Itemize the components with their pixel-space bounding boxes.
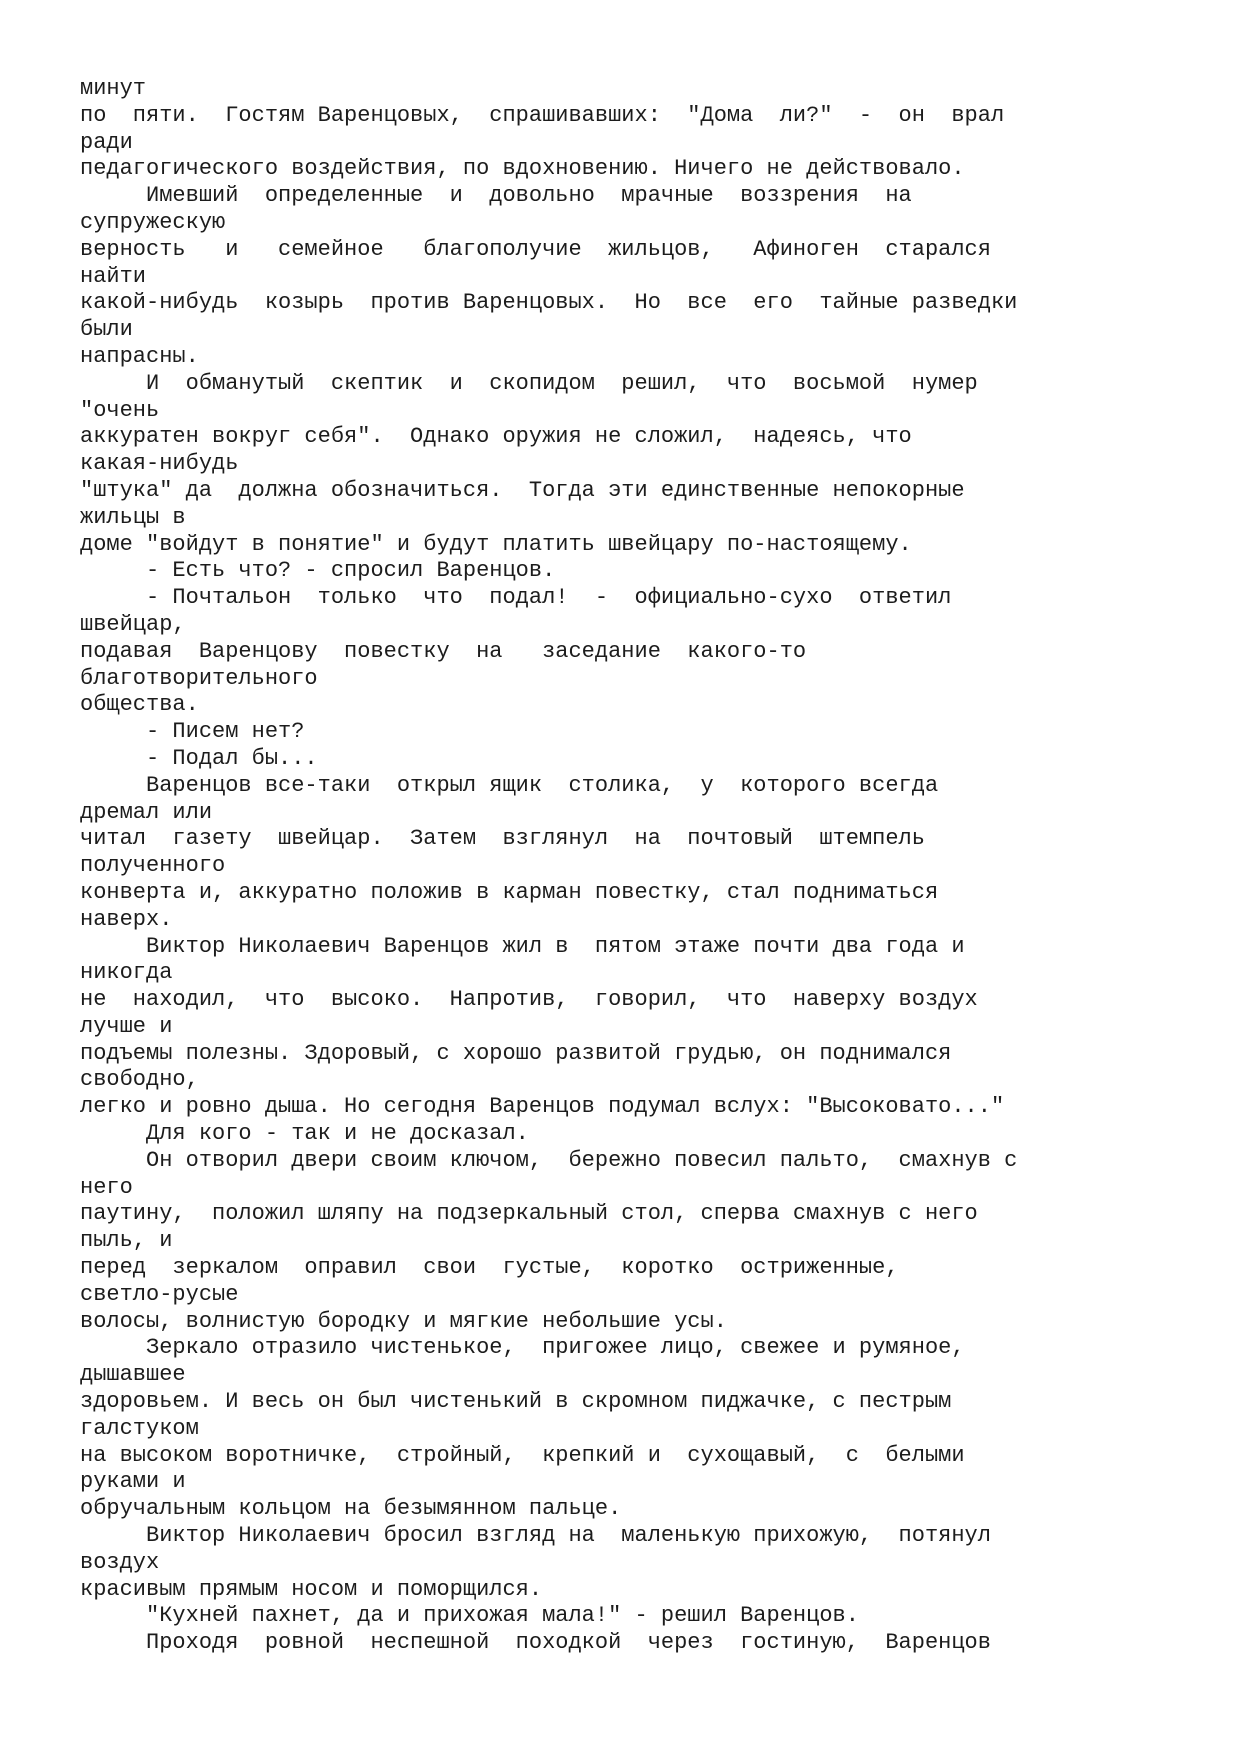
text-line: паутину, положил шляпу на подзеркальный стол, сперва смахнув с него	[80, 1201, 978, 1227]
text-line: конверта и, аккуратно положив в карман повестку, стал подниматься	[80, 879, 939, 905]
text-line: красивым прямым носом и поморщился.	[80, 1576, 543, 1602]
text-line: подавая Варенцову повестку на заседание какого-то	[80, 638, 807, 664]
text-line: светло-русые	[80, 1281, 239, 1307]
text-line: жильцы в	[80, 504, 186, 530]
text-line: - Есть что? - спросил Варенцов.	[80, 558, 556, 584]
text-line: него	[80, 1174, 133, 1200]
text-line: подъемы полезны. Здоровый, с хорошо развитой грудью, он поднимался	[80, 1040, 952, 1066]
text-line: пыль, и	[80, 1228, 173, 1254]
text-line: верность и семейное благополучие жильцов, Афиноген старался	[80, 236, 991, 262]
text-line: благотворительного	[80, 665, 318, 691]
text-line: аккуратен вокруг себя". Однако оружия не сложил, надеясь, что	[80, 424, 912, 450]
text-line: полученного	[80, 853, 226, 879]
text-line: Для кого - так и не досказал.	[80, 1121, 529, 1147]
text-line: общества.	[80, 692, 199, 718]
text-line: "Кухней пахнет, да и прихожая мала!" - решил Варенцов.	[80, 1603, 859, 1629]
text-line: - Подал бы...	[80, 745, 318, 771]
text-line: здоровьем. И весь он был чистенький в скромном пиджачке, с пестрым	[80, 1389, 952, 1415]
text-line: легко и ровно дыша. Но сегодня Варенцов подумал вслух: "Высоковато..."	[80, 1094, 1005, 1120]
text-line: свободно,	[80, 1067, 199, 1093]
text-line: напрасны.	[80, 343, 199, 369]
text-line: доме "войдут в понятие" и будут платить швейцару по-настоящему.	[80, 531, 912, 557]
text-line: наверх.	[80, 906, 173, 932]
text-line: - Писем нет?	[80, 719, 305, 745]
text-line: ради	[80, 129, 133, 155]
text-line: Имевший определенные и довольно мрачные воззрения на	[80, 183, 912, 209]
text-line: дремал или	[80, 799, 213, 825]
text-line: никогда	[80, 960, 173, 986]
text-line: руками и	[80, 1469, 186, 1495]
text-line: "очень	[80, 397, 160, 423]
text-line: Виктор Николаевич бросил взгляд на маленькую прихожую, потянул	[80, 1523, 991, 1549]
text-line: дышавшее	[80, 1362, 186, 1388]
text-line: лучше и	[80, 1013, 173, 1039]
text-line: минут	[80, 76, 147, 101]
text-line: педагогического воздействия, по вдохновению. Ничего не действовало.	[80, 156, 965, 182]
text-line: воздух	[80, 1549, 160, 1575]
text-line: на высоком воротничке, стройный, крепкий и сухощавый, с белыми	[80, 1442, 965, 1468]
text-line: какой-нибудь козырь против Варенцовых. Но все его тайные разведки	[80, 290, 1018, 316]
text-line: И обманутый скептик и скопидом решил, что восьмой нумер	[80, 370, 978, 396]
text-line: "штука" да должна обозначиться. Тогда эти единственные непокорные	[80, 477, 965, 503]
text-line: какая-нибудь	[80, 451, 239, 477]
text-line: обручальным кольцом на безымянном пальце.	[80, 1496, 622, 1522]
text-line: швейцар,	[80, 611, 186, 637]
text-line: волосы, волнистую бородку и мягкие небольшие усы.	[80, 1308, 727, 1334]
text-line: Проходя ровной неспешной походкой через гостиную, Варенцов	[80, 1630, 991, 1656]
text-line: Виктор Николаевич Варенцов жил в пятом этаже почти два года и	[80, 933, 965, 959]
text-line: читал газету швейцар. Затем взглянул на почтовый штемпель	[80, 826, 925, 852]
text-line: Зеркало отразило чистенькое, пригожее лицо, свежее и румяное,	[80, 1335, 965, 1361]
text-line: - Почтальон только что подал! - официально-сухо ответил	[80, 585, 952, 611]
text-line: не находил, что высоко. Напротив, говорил, что наверху воздух	[80, 987, 978, 1013]
text-line: Варенцов все-таки открыл ящик столика, у которого всегда	[80, 772, 939, 798]
text-line: перед зеркалом оправил свои густые, коротко остриженные,	[80, 1255, 899, 1281]
text-line: найти	[80, 263, 147, 289]
text-line: галстуком	[80, 1415, 199, 1441]
text-line: по пяти. Гостям Варенцовых, спрашивавших: "Дома ли?" - он врал	[80, 102, 1005, 128]
text-line: супружескую	[80, 209, 226, 235]
text-line: Он отворил двери своим ключом, бережно повесил пальто, смахнув с	[80, 1147, 1018, 1173]
text-line: были	[80, 317, 133, 343]
